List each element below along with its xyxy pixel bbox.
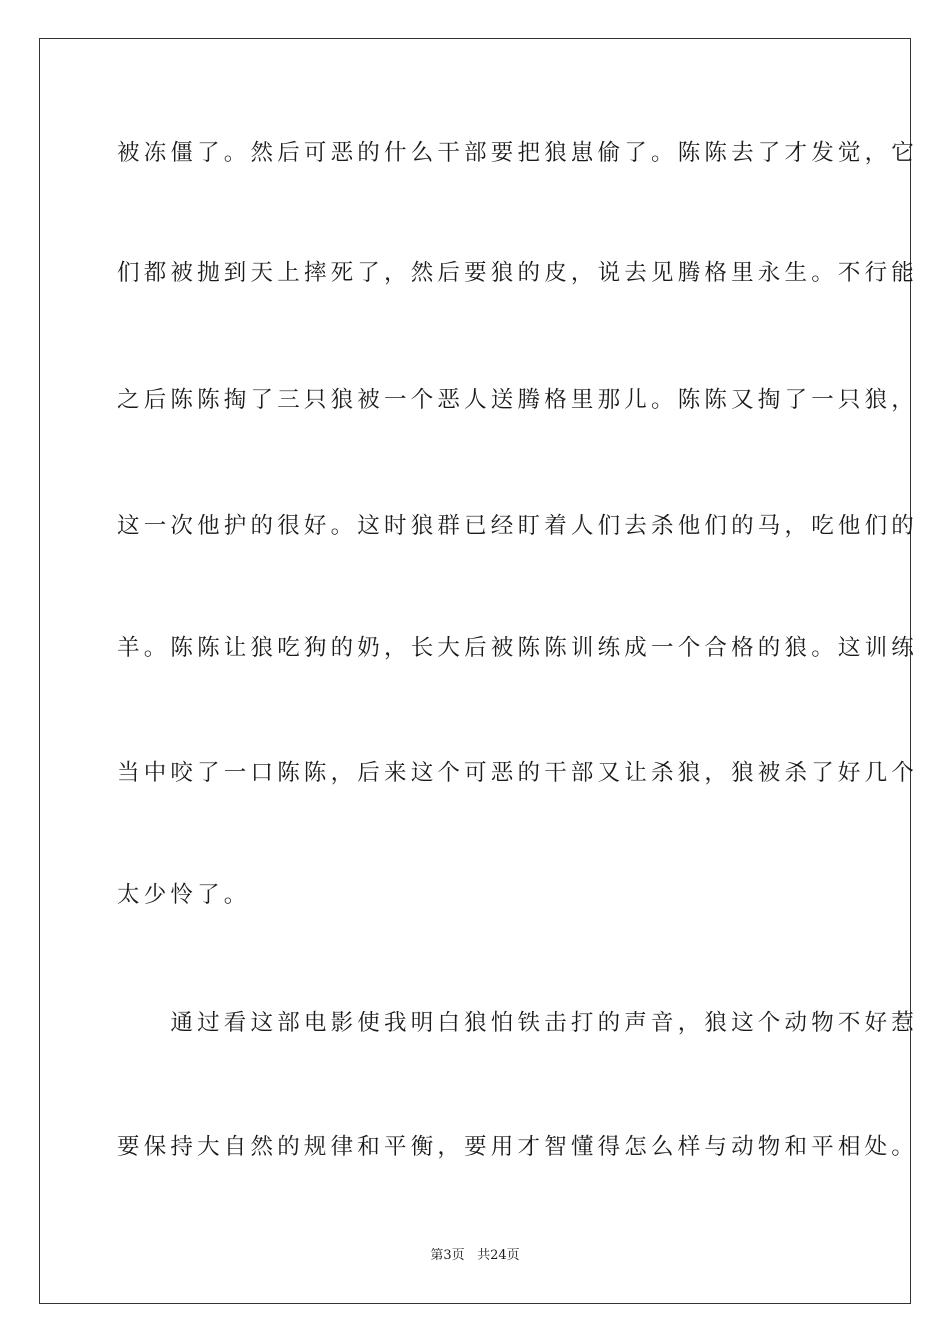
page-number: 第3页 — [430, 1248, 465, 1263]
page-border — [39, 38, 919, 1304]
page-footer — [0, 1247, 950, 1265]
text-line-5: 羊。陈陈让狼吃狗的奶，长大后被陈陈训练成一个合格的狼。这训练 — [117, 635, 919, 661]
text-line-6: 当中咬了一口陈陈，后来这个可恶的干部又让杀狼，狼被杀了好几个 — [117, 760, 919, 786]
text-line-2: 们都被抛到天上摔死了，然后要狼的皮，说去见腾格里永生。不行能 — [117, 260, 919, 286]
text-line-4: 这一次他护的很好。这时狼群已经盯着人们去杀他们的马，吃他们的 — [117, 513, 919, 539]
text-line-7: 太少怜了。 — [117, 882, 251, 908]
text-line-1: 被冻僵了。然后可恶的什么干部要把狼崽偷了。陈陈去了才发觉，它 — [117, 140, 919, 166]
text-line-8: 通过看这部电影使我明白狼怕铁击打的声音，狼这个动物不好惹 — [117, 1010, 919, 1036]
text-line-9: 要保持大自然的规律和平衡，要用才智懂得怎么样与动物和平相处。 — [117, 1134, 919, 1160]
text-line-3: 之后陈陈掏了三只狼被一个恶人送腾格里那儿。陈陈又掏了一只狼， — [117, 387, 919, 413]
total-pages: 共24页 — [477, 1248, 520, 1263]
